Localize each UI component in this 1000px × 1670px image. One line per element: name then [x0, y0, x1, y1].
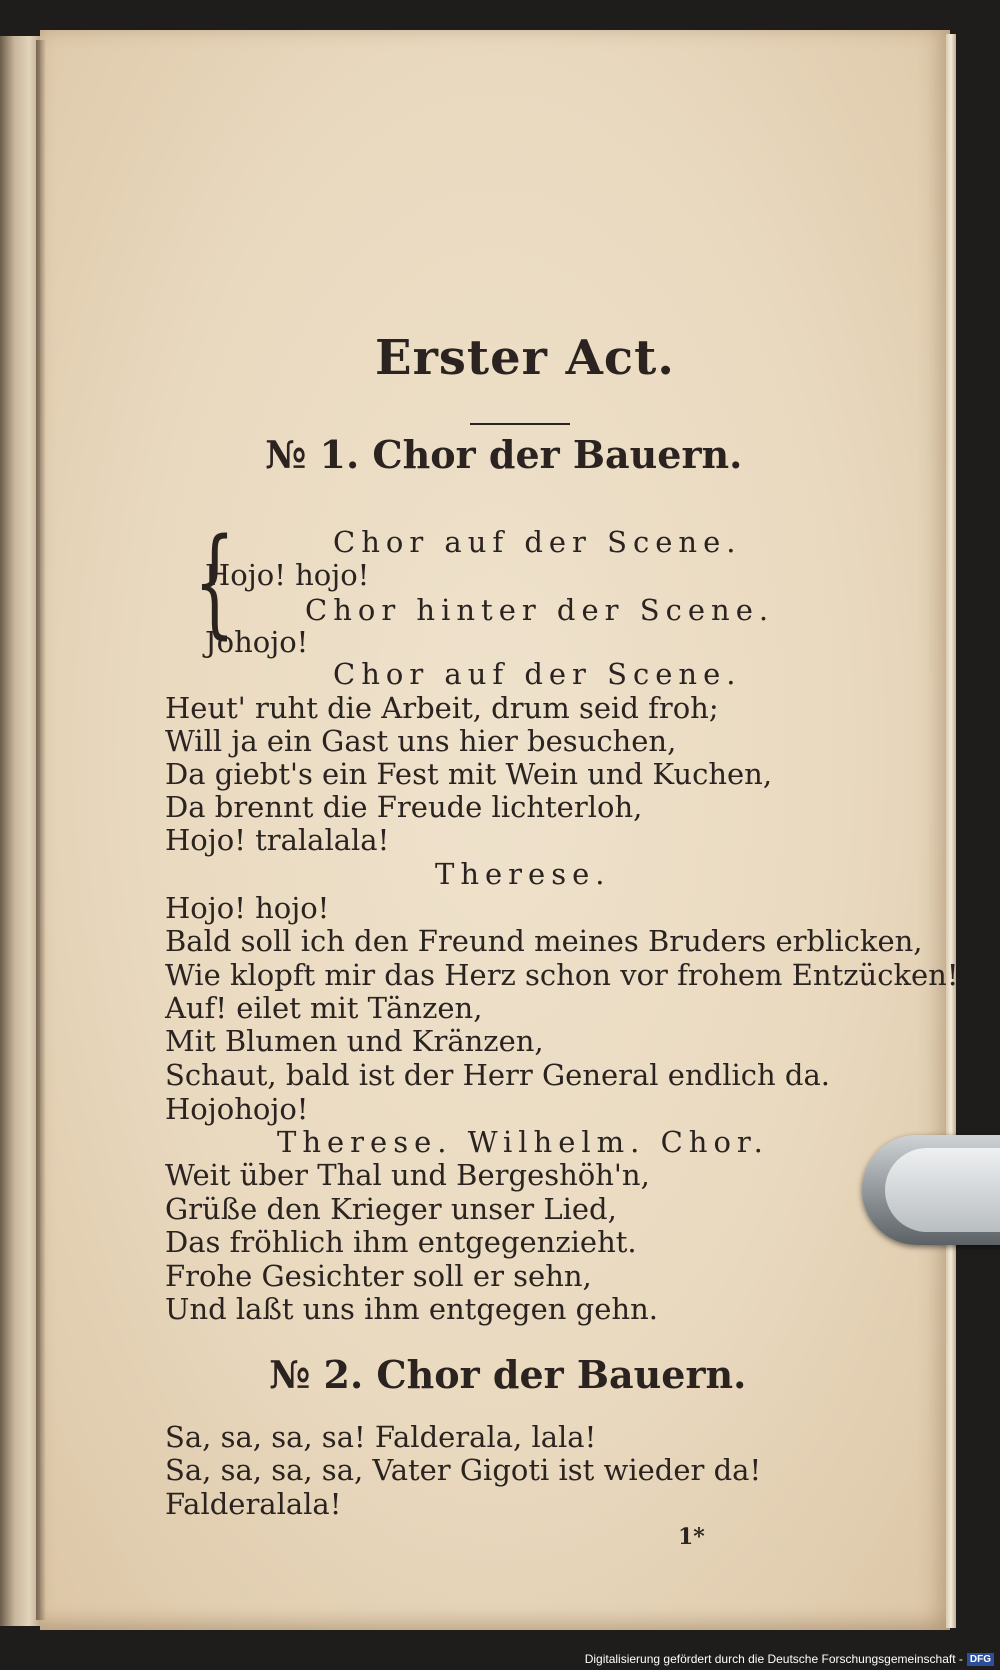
verse-line: Hojo! tralalala! [165, 823, 390, 857]
page-edge [946, 34, 956, 1628]
verse-line: Auf! eilet mit Tänzen, [165, 991, 483, 1025]
verse-line: Sa, sa, sa, sa! Falderala, lala! [165, 1420, 597, 1454]
spine-shadow [36, 40, 46, 1620]
stage-direction: Chor auf der Scene. [333, 525, 742, 559]
verse-line: Wie klopft mir das Herz schon vor frohem Entzücken! [165, 958, 959, 992]
section-1-title: № 1. Chor der Bauern. [265, 432, 743, 477]
verse-line: Heut' ruht die Arbeit, drum seid froh; [165, 691, 719, 725]
verse-line: Grüße den Krieger unser Lied, [165, 1192, 617, 1226]
verse-line: Falderalala! [165, 1487, 342, 1521]
verse-line: Das fröhlich ihm entgegenzieht. [165, 1225, 637, 1259]
funding-footer [585, 1650, 994, 1668]
verse-line: Weit über Thal und Bergeshöh'n, [165, 1158, 650, 1192]
verse-line: Und laßt uns ihm entgegen gehn. [165, 1292, 658, 1326]
page-clip-highlight [885, 1148, 1000, 1232]
verse-line: Hojo! hojo! [165, 891, 330, 925]
stage-direction: Therese. [435, 857, 611, 891]
signature-mark: 1* [678, 1524, 705, 1550]
stage-direction: Chor hinter der Scene. [305, 593, 775, 627]
verse-line: Da giebt's ein Fest mit Wein und Kuchen, [165, 757, 773, 791]
stage-direction: Therese. Wilhelm. Chor. [277, 1125, 769, 1159]
footer-text: Digitalisierung gefördert durch die Deutsche Forschungsgemeinschaft - [584, 1652, 963, 1666]
dfg-logo: DFG [967, 1653, 994, 1666]
verse-line: Sa, sa, sa, sa, Vater Gigoti ist wieder da! [165, 1453, 762, 1487]
verse-line: Hojohojo! [165, 1092, 309, 1126]
act-title: Erster Act. [375, 330, 675, 386]
verse-line: Hojo! hojo! [205, 558, 370, 592]
section-2-title: № 2. Chor der Bauern. [269, 1352, 747, 1397]
verse-line: Da brennt die Freude lichterloh, [165, 790, 643, 824]
verse-line: Mit Blumen und Kränzen, [165, 1024, 544, 1058]
title-rule [470, 423, 570, 425]
brace-mark: { [193, 512, 236, 650]
verse-line: Johojo! [205, 625, 309, 659]
verse-line: Bald soll ich den Freund meines Bruders erblicken, [165, 924, 923, 958]
stage-direction: Chor auf der Scene. [333, 657, 742, 691]
verse-line: Schaut, bald ist der Herr General endlich da. [165, 1058, 830, 1092]
verse-line: Will ja ein Gast uns hier besuchen, [165, 724, 677, 758]
verse-line: Frohe Gesichter soll er sehn, [165, 1259, 592, 1293]
